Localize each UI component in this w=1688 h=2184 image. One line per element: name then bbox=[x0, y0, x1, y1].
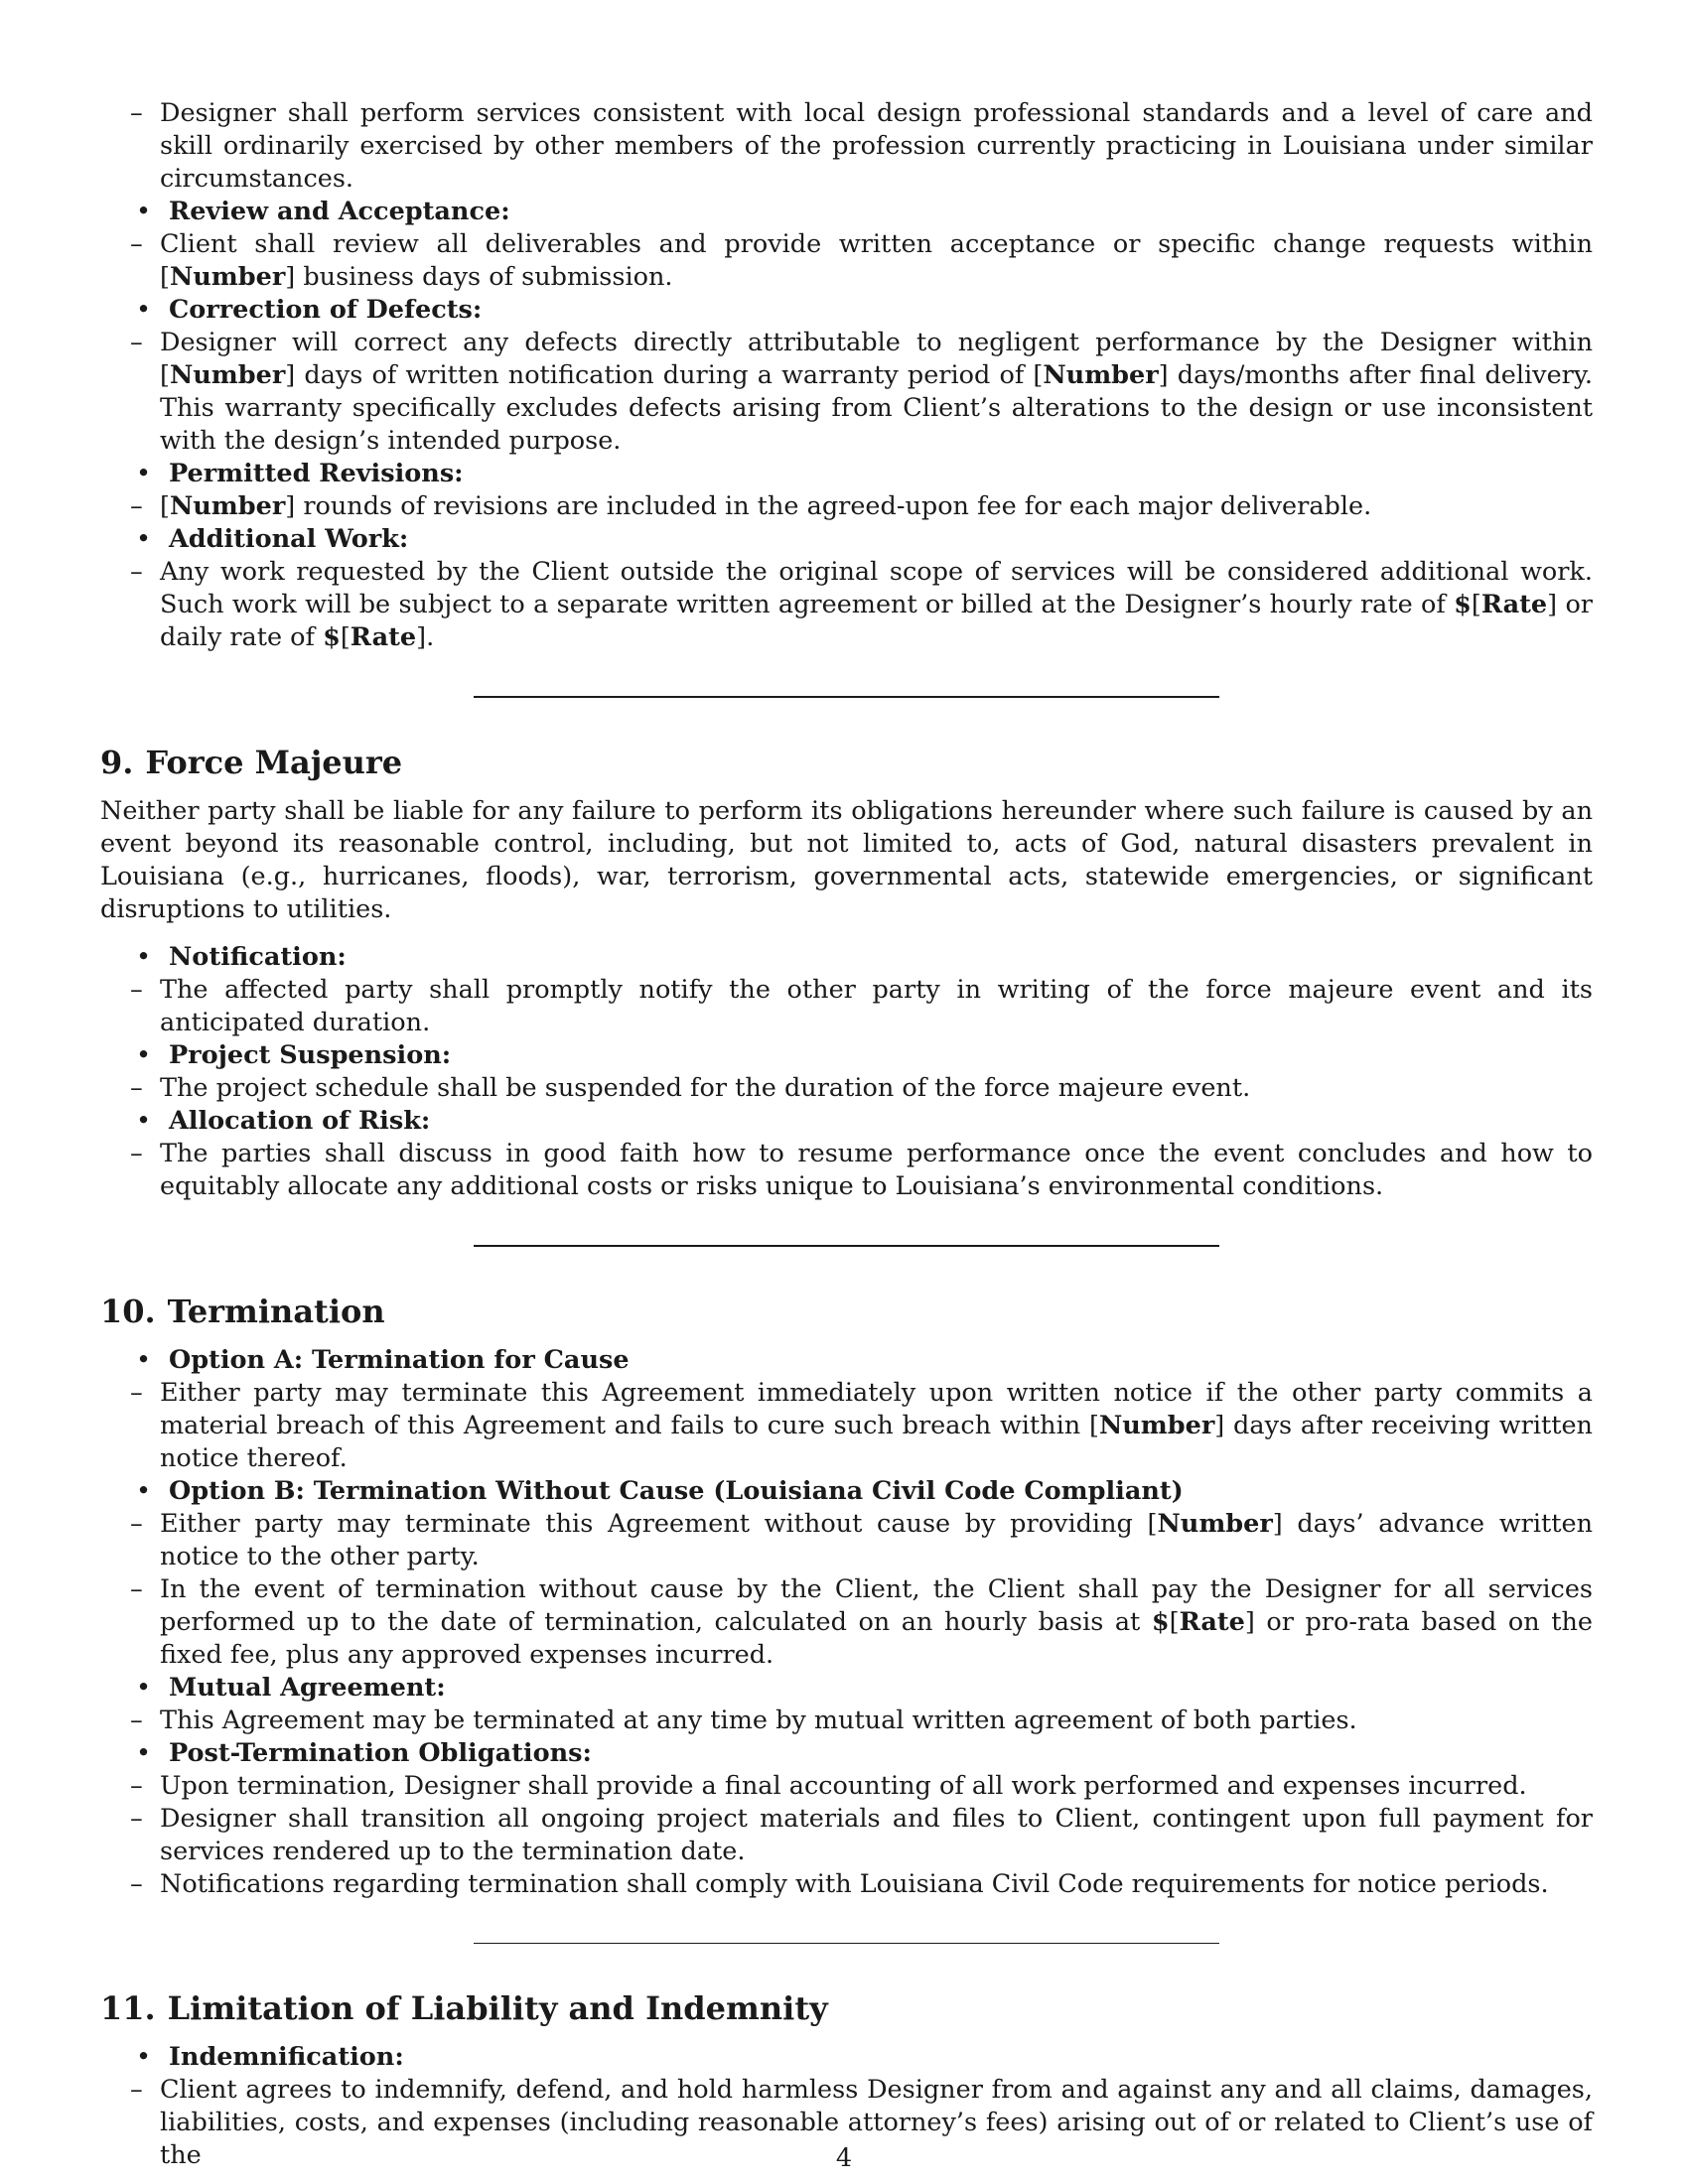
dash-icon: – bbox=[130, 1378, 143, 1408]
list-item bbox=[100, 196, 1593, 228]
list-item-title: Option A: Termination for Cause bbox=[169, 1345, 630, 1375]
section-heading bbox=[100, 1292, 1593, 1331]
sub-list-item bbox=[100, 1508, 1593, 1573]
section-list bbox=[100, 941, 1593, 1203]
section-heading bbox=[100, 1988, 1593, 2028]
dash-icon: – bbox=[130, 328, 143, 357]
list-item-title: Additional Work: bbox=[169, 524, 409, 554]
list-item bbox=[100, 294, 1593, 327]
sub-list-text: The affected party shall promptly notify the other party in writing of the force majeure event and its anticipated duration. bbox=[160, 975, 1593, 1037]
sub-list-item bbox=[100, 556, 1593, 654]
dash-icon: – bbox=[130, 1804, 143, 1834]
dash-icon: – bbox=[130, 1139, 143, 1168]
sub-list-text: Either party may terminate this Agreement immediately upon written notice if the other party commits a material breach of this Agreement and fails to cure such breach within [Number] days after receiving written notice thereof. bbox=[160, 1378, 1593, 1473]
list-item bbox=[100, 1105, 1593, 1138]
sub-list bbox=[100, 1072, 1593, 1105]
sub-list-text: In the event of termination without cause by the Client, the Client shall pay the Designer for all services performed up to the date of termination, calculated on an hourly basis at $[Rate] or pro-rata based on the fixed fee, plus any approved expenses incurred. bbox=[160, 1574, 1593, 1670]
dash-icon: – bbox=[130, 557, 143, 587]
bullet-icon: • bbox=[136, 2042, 152, 2072]
dash-icon: – bbox=[130, 229, 143, 259]
bullet-icon: • bbox=[136, 1106, 152, 1136]
sub-list-text: The project schedule shall be suspended for the duration of the force majeure event. bbox=[160, 1073, 1251, 1103]
bullet-icon: • bbox=[136, 197, 152, 226]
continued-list bbox=[100, 97, 1593, 654]
list-item bbox=[100, 458, 1593, 490]
dash-icon: – bbox=[130, 1574, 143, 1604]
sub-list bbox=[100, 1377, 1593, 1475]
list-item-title: Option B: Termination Without Cause (Louisiana Civil Code Compliant) bbox=[169, 1476, 1184, 1506]
list-item bbox=[100, 941, 1593, 974]
sub-list-text: This Agreement may be terminated at any time by mutual written agreement of both parties. bbox=[160, 1706, 1357, 1735]
list-item-title: Review and Acceptance: bbox=[169, 197, 510, 226]
sub-list-item bbox=[100, 1803, 1593, 1868]
document-page bbox=[100, 97, 1593, 2172]
dash-icon: – bbox=[130, 1509, 143, 1539]
section-intro: Neither party shall be liable for any failure to perform its obligations hereunder where such failure is caused by an event beyond its reasonable control, including, but not limited to, acts of God, natural disasters prevalent in Louisiana (e.g., hurricanes, floods), war, terrorism, governmental acts, statewide emergencies, or significant disruptions to utilities. bbox=[100, 796, 1593, 924]
sub-list-item bbox=[100, 974, 1593, 1039]
list-item-title: Post-Termination Obligations: bbox=[169, 1738, 592, 1768]
section-title: Force Majeure bbox=[145, 744, 403, 781]
list-item bbox=[100, 2041, 1593, 2074]
list-item-title: Correction of Defects: bbox=[169, 295, 483, 325]
sub-list bbox=[100, 1705, 1593, 1737]
section-title: Termination bbox=[167, 1293, 385, 1330]
sub-list-item bbox=[100, 1377, 1593, 1475]
section-divider bbox=[474, 1245, 1219, 1247]
sub-list-item bbox=[100, 1868, 1593, 1901]
section-number: 9. bbox=[100, 744, 134, 781]
list-item bbox=[100, 1344, 1593, 1377]
sub-list bbox=[100, 228, 1593, 294]
dash-icon: – bbox=[130, 491, 143, 521]
list-item-title: Mutual Agreement: bbox=[169, 1673, 446, 1703]
list-item bbox=[100, 523, 1593, 556]
bullet-icon: • bbox=[136, 1673, 152, 1703]
sub-list-text: Designer shall transition all ongoing project materials and files to Client, contingent upon full payment for services rendered up to the termination date. bbox=[160, 1804, 1593, 1866]
bullet-icon: • bbox=[136, 1345, 152, 1375]
dash-icon: – bbox=[130, 2075, 143, 2105]
page-number: 4 bbox=[835, 2143, 853, 2173]
sub-list-item bbox=[100, 1138, 1593, 1203]
bullet-icon: • bbox=[136, 1738, 152, 1768]
dash-icon: – bbox=[130, 1869, 143, 1899]
sub-list-text: Notifications regarding termination shall comply with Louisiana Civil Code requirements for notice periods. bbox=[160, 1869, 1549, 1899]
sub-list bbox=[100, 97, 1593, 196]
sub-list-item bbox=[100, 327, 1593, 458]
list-item bbox=[100, 1039, 1593, 1072]
bullet-icon: • bbox=[136, 524, 152, 554]
section-divider bbox=[474, 1943, 1219, 1944]
sub-list-item bbox=[100, 1770, 1593, 1803]
section-heading bbox=[100, 743, 1593, 782]
sub-list bbox=[100, 1138, 1593, 1203]
sub-list-item bbox=[100, 1072, 1593, 1105]
sub-list-text: Either party may terminate this Agreement without cause by providing [Number] days’ advance written notice to the other party. bbox=[160, 1509, 1593, 1571]
sub-list-text: Designer shall perform services consistent with local design professional standards and a level of care and skill ordinarily exercised by other members of the profession currently practicing in Louisiana under similar circumstances. bbox=[160, 98, 1593, 194]
section-title: Limitation of Liability and Indemnity bbox=[167, 1989, 828, 2027]
section-divider bbox=[474, 696, 1219, 698]
sub-list-item bbox=[100, 228, 1593, 294]
dash-icon: – bbox=[130, 1073, 143, 1103]
sub-list-item bbox=[100, 1573, 1593, 1672]
bullet-icon: • bbox=[136, 1476, 152, 1506]
section-list bbox=[100, 1344, 1593, 1901]
section-number: 11. bbox=[100, 1989, 156, 2027]
sub-list-text: [Number] rounds of revisions are included in the agreed-upon fee for each major deliverable. bbox=[160, 491, 1372, 521]
sub-list-text: The parties shall discuss in good faith how to resume performance once the event concludes and how to equitably allocate any additional costs or risks unique to Louisiana’s environmental conditions. bbox=[160, 1139, 1593, 1201]
bullet-icon: • bbox=[136, 1040, 152, 1070]
dash-icon: – bbox=[130, 1706, 143, 1735]
sub-list bbox=[100, 1508, 1593, 1672]
dash-icon: – bbox=[130, 975, 143, 1005]
section-number: 10. bbox=[100, 1293, 156, 1330]
list-item-title: Notification: bbox=[169, 942, 347, 972]
list-item bbox=[100, 1672, 1593, 1705]
list-item bbox=[100, 1737, 1593, 1770]
list-item-title: Indemnification: bbox=[169, 2042, 404, 2072]
list-item-title: Project Suspension: bbox=[169, 1040, 452, 1070]
sub-list-item bbox=[100, 490, 1593, 523]
dash-icon: – bbox=[130, 98, 143, 128]
sub-list-text: Client agrees to indemnify, defend, and hold harmless Designer from and against any and all claims, damages, liabilities, costs, and expenses (including reasonable attorney’s fees) arising out of or related to Client’s use of the bbox=[160, 2075, 1593, 2170]
sub-list-text: Client shall review all deliverables and provide written acceptance or specific change requests within [Number] business days of submission. bbox=[160, 229, 1593, 292]
section-force-majeure bbox=[100, 743, 1593, 1203]
list-item bbox=[100, 1475, 1593, 1508]
sub-list bbox=[100, 556, 1593, 654]
bullet-icon: • bbox=[136, 459, 152, 488]
sub-list bbox=[100, 327, 1593, 458]
bullet-icon: • bbox=[136, 942, 152, 972]
sub-list bbox=[100, 490, 1593, 523]
sub-list-text: Upon termination, Designer shall provide a final accounting of all work performed and expenses incurred. bbox=[160, 1771, 1527, 1801]
sub-list bbox=[100, 1770, 1593, 1901]
list-item-title: Permitted Revisions: bbox=[169, 459, 464, 488]
sub-list-text: Any work requested by the Client outside the original scope of services will be considered additional work. Such work will be subject to a separate written agreement or billed at the Designer’s hourly rate of $[Rate] or daily rate of $[Rate]. bbox=[160, 557, 1593, 652]
dash-icon: – bbox=[130, 1771, 143, 1801]
bullet-icon: • bbox=[136, 295, 152, 325]
sub-list bbox=[100, 974, 1593, 1039]
sub-list-text: Designer will correct any defects directly attributable to negligent performance by the Designer within [Number] days of written notification during a warranty period of [Number] days/months after final delivery. This warranty specifically excludes defects arising from Client’s alterations to the design or use inconsistent with the design’s intended purpose. bbox=[160, 328, 1593, 456]
list-item-title: Allocation of Risk: bbox=[169, 1106, 431, 1136]
section-termination bbox=[100, 1292, 1593, 1901]
sub-list-item bbox=[100, 1705, 1593, 1737]
sub-list-item bbox=[100, 97, 1593, 196]
